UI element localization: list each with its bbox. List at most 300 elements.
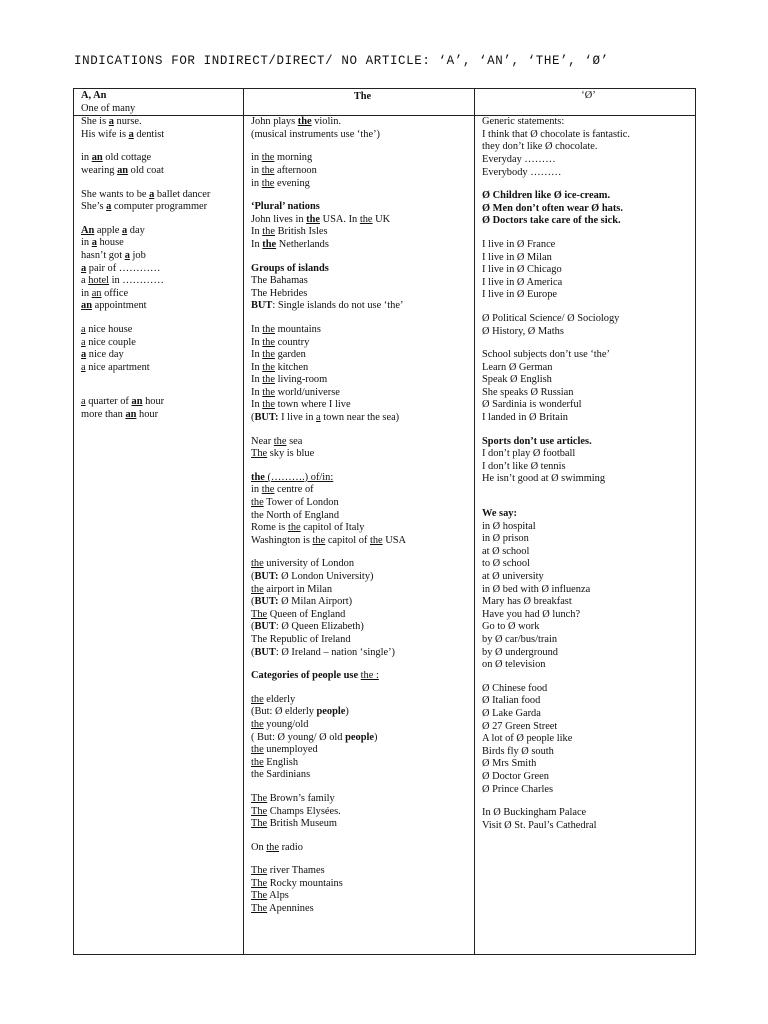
text-segment: an — [91, 152, 103, 164]
text-segment: Ø Lake Garda — [482, 707, 541, 719]
spacer — [482, 672, 695, 683]
example-line — [482, 436, 695, 449]
example-line — [251, 349, 474, 362]
text-segment: He isn’t good at Ø swimming — [482, 473, 606, 485]
text-segment: a — [316, 412, 321, 424]
text-segment: Speak Ø English — [482, 374, 552, 386]
example-line — [251, 647, 474, 660]
text-segment: John lives in — [251, 213, 307, 225]
text-segment: the : — [360, 670, 379, 682]
example-line — [482, 634, 695, 647]
example-line — [482, 820, 695, 833]
example-line — [251, 732, 474, 745]
text-segment: I don’t like Ø tennis — [482, 460, 566, 472]
header-the — [244, 89, 475, 116]
text-segment: In Ø Buckingham Palace — [482, 807, 587, 819]
text-segment: ( — [251, 646, 255, 658]
example-line — [251, 558, 474, 571]
text-segment: The — [251, 448, 268, 460]
column-the — [244, 116, 475, 955]
text-segment: the — [262, 323, 275, 335]
text-segment: more than — [81, 408, 126, 420]
text-segment: capitol of — [325, 534, 370, 546]
text-segment: garden — [274, 349, 306, 361]
text-segment: in — [81, 152, 92, 164]
example-line — [81, 300, 243, 313]
example-line — [251, 903, 474, 916]
example-line — [251, 609, 474, 622]
example-line — [482, 129, 695, 142]
example-line — [482, 448, 695, 461]
column-a-an — [74, 116, 244, 955]
spacer — [251, 425, 474, 436]
text-segment: house — [96, 237, 124, 249]
text-segment: Generic statements: — [482, 116, 565, 128]
example-line — [81, 288, 243, 301]
text-segment: (musical instruments use ‘the’) — [251, 128, 380, 140]
text-segment: His wife is — [81, 128, 129, 140]
column-subheader: One of many — [81, 102, 136, 114]
example-line — [482, 264, 695, 277]
example-line — [482, 412, 695, 425]
text-segment: Tower of London — [263, 497, 339, 509]
example-line — [81, 189, 243, 202]
text-segment: the — [262, 374, 275, 386]
text-segment: a — [124, 249, 130, 261]
text-segment: the — [261, 177, 275, 189]
text-segment: day — [127, 224, 145, 236]
text-segment: living-room — [274, 374, 328, 386]
example-line — [251, 300, 474, 313]
text-segment: a — [81, 349, 87, 361]
text-segment: Brown’s family — [267, 792, 335, 804]
example-line — [81, 349, 243, 362]
example-line — [81, 409, 243, 422]
text-segment: on Ø television — [482, 659, 546, 671]
text-segment: in Ø bed with Ø influenza — [482, 583, 591, 595]
text-segment: in Ø hospital — [482, 520, 536, 532]
text-segment: John plays — [251, 116, 298, 128]
text-segment: sky is blue — [267, 448, 315, 460]
example-line — [482, 190, 695, 203]
text-segment: a — [149, 188, 155, 200]
text-segment: Rocky mountains — [267, 877, 343, 889]
text-segment: the — [261, 152, 275, 164]
text-segment: at Ø school — [482, 545, 530, 557]
text-segment: I live in Ø Europe — [482, 289, 558, 301]
example-line — [251, 324, 474, 337]
text-segment: In — [251, 374, 263, 386]
example-line — [251, 596, 474, 609]
text-segment: university of London — [263, 558, 355, 570]
text-segment: Sports don’t use articles. — [482, 435, 592, 447]
text-segment: the — [251, 693, 264, 705]
text-segment: Alps — [267, 890, 289, 902]
text-segment: Queen of England — [267, 608, 346, 620]
text-segment: Ø Mrs Smith — [482, 758, 537, 770]
text-segment: a — [81, 336, 86, 348]
text-segment: nice apartment — [85, 361, 150, 373]
example-line — [251, 201, 474, 214]
example-line — [251, 584, 474, 597]
text-segment: job — [129, 249, 146, 261]
text-segment: Netherlands — [276, 238, 329, 250]
text-segment: An — [81, 224, 95, 236]
text-segment: a — [106, 201, 112, 213]
text-segment: Ø 27 Green Street — [482, 720, 558, 732]
text-segment: a — [108, 116, 114, 128]
example-line — [482, 387, 695, 400]
spacer — [482, 486, 695, 497]
text-segment: ( But: Ø young/ Ø old — [251, 731, 346, 743]
text-segment: an — [131, 396, 143, 408]
text-segment: The Republic of Ireland — [251, 633, 351, 645]
spacer — [81, 374, 243, 385]
text-segment: a — [81, 275, 89, 287]
text-segment: ( — [251, 571, 255, 582]
example-line — [251, 842, 474, 855]
text-segment: in — [251, 484, 262, 496]
example-line — [251, 522, 474, 535]
text-segment: In — [251, 399, 263, 411]
text-segment: : Ø Queen Elizabeth) — [275, 621, 364, 633]
text-segment: Ø Italian food — [482, 695, 541, 707]
example-line — [482, 708, 695, 721]
text-segment: by Ø car/bus/train — [482, 633, 558, 645]
text-segment: morning — [274, 152, 313, 164]
example-line — [251, 374, 474, 387]
example-line — [251, 412, 474, 425]
spacer — [251, 190, 474, 201]
text-segment: I live in Ø America — [482, 276, 563, 288]
example-line — [482, 746, 695, 759]
text-segment: old coat — [128, 164, 164, 176]
text-segment: She wants to be — [81, 188, 150, 200]
text-segment: The — [251, 903, 268, 915]
text-segment: world/universe — [274, 386, 340, 398]
example-line — [482, 571, 695, 584]
spacer — [482, 338, 695, 349]
text-segment: The — [251, 877, 268, 889]
example-line — [81, 263, 243, 276]
example-line — [482, 349, 695, 362]
example-line — [482, 167, 695, 180]
text-segment: afternoon — [274, 164, 317, 176]
text-segment: mountains — [274, 323, 321, 335]
column-header: A, An — [81, 90, 107, 101]
text-segment: I don’t play Ø football — [482, 448, 576, 460]
text-segment: ( — [251, 412, 255, 424]
example-line — [482, 313, 695, 326]
text-segment: The — [251, 792, 268, 804]
spacer — [482, 425, 695, 436]
text-segment: the — [306, 213, 320, 225]
example-line — [81, 225, 243, 238]
text-segment: Ø Prince Charles — [482, 783, 553, 795]
text-segment: I landed in Ø Britain — [482, 412, 568, 424]
text-segment: the — [251, 558, 264, 570]
spacer — [81, 313, 243, 324]
spacer — [482, 179, 695, 190]
text-segment: UK — [372, 213, 391, 225]
example-line — [251, 178, 474, 191]
text-segment: the — [251, 744, 264, 756]
text-segment: The — [251, 818, 268, 830]
text-segment: ‘Plural’ nations — [251, 201, 320, 213]
text-segment: School subjects don’t use ‘the’ — [482, 349, 610, 361]
text-segment: dentist — [133, 128, 165, 140]
example-line — [251, 535, 474, 548]
text-segment: an — [117, 164, 129, 176]
example-line — [482, 215, 695, 228]
text-segment: a — [81, 323, 86, 335]
text-segment: : Single islands do not use ‘the’ — [272, 300, 404, 312]
text-segment: Mary has Ø breakfast — [482, 596, 572, 608]
example-line — [251, 769, 474, 782]
example-line — [251, 744, 474, 757]
text-segment: airport in Milan — [263, 583, 333, 595]
example-line — [251, 116, 474, 129]
example-line — [81, 324, 243, 337]
text-segment: radio — [279, 841, 303, 853]
spacer — [482, 302, 695, 313]
example-line — [482, 721, 695, 734]
text-segment: Ø Men don’t often wear Ø hats. — [482, 202, 623, 214]
example-line — [482, 683, 695, 696]
text-segment: at Ø university — [482, 571, 544, 582]
text-segment: USA — [382, 534, 407, 546]
text-segment: town where I live — [274, 399, 351, 411]
example-line — [251, 806, 474, 819]
example-line — [482, 154, 695, 167]
text-segment: in — [251, 177, 262, 189]
header-a-an — [74, 89, 244, 116]
body-row — [74, 116, 696, 955]
example-line — [251, 818, 474, 831]
text-segment: the — [369, 534, 383, 546]
example-line — [251, 129, 474, 142]
text-segment: a — [81, 361, 86, 373]
spacer — [251, 854, 474, 865]
text-segment: Ø London University) — [278, 571, 374, 582]
text-segment: She is — [81, 116, 109, 128]
text-segment: In — [251, 238, 263, 250]
example-line — [482, 203, 695, 216]
text-segment: nurse. — [113, 116, 142, 128]
text-segment: the — [251, 756, 264, 768]
text-segment: town near the sea) — [320, 412, 400, 424]
spacer — [81, 141, 243, 152]
example-line — [81, 275, 243, 288]
text-segment: BUT — [254, 646, 276, 658]
text-segment: nice couple — [85, 336, 136, 348]
text-segment: the — [262, 399, 275, 411]
example-line — [482, 807, 695, 820]
example-line — [251, 275, 474, 288]
text-segment: In — [251, 336, 263, 348]
text-segment: nice house — [85, 323, 133, 335]
text-segment: Ø Doctors take care of the sick. — [482, 215, 621, 227]
example-line — [482, 733, 695, 746]
example-line — [251, 793, 474, 806]
text-segment: Near — [251, 435, 274, 447]
text-segment: She’s — [81, 201, 107, 213]
example-line — [482, 609, 695, 622]
text-segment: I think that Ø chocolate is fantastic. — [482, 128, 631, 140]
spacer — [81, 178, 243, 189]
text-segment: wearing — [81, 164, 118, 176]
text-segment: Ø History, Ø Maths — [482, 325, 564, 337]
example-line — [251, 890, 474, 903]
example-line — [482, 596, 695, 609]
text-segment: I live in — [278, 412, 317, 424]
example-line — [482, 461, 695, 474]
spacer — [482, 796, 695, 807]
column-header: The — [353, 91, 372, 102]
text-segment: The Bahamas — [251, 275, 308, 287]
text-segment: a — [91, 237, 97, 249]
text-segment: pair of ………… — [86, 262, 161, 274]
example-line — [482, 546, 695, 559]
example-line — [81, 116, 243, 129]
text-segment: the — [261, 164, 275, 176]
example-line — [251, 165, 474, 178]
text-segment: elderly — [263, 693, 296, 705]
text-segment: to Ø school — [482, 558, 530, 570]
text-segment: quarter of — [85, 396, 132, 408]
spacer — [81, 214, 243, 225]
text-segment: a — [81, 396, 86, 408]
example-line — [251, 484, 474, 497]
text-segment: the — [312, 534, 326, 546]
example-line — [482, 584, 695, 597]
text-segment: The Hebrides — [251, 287, 308, 299]
example-line — [482, 362, 695, 375]
text-segment: Apennines — [267, 903, 314, 915]
text-segment: We say: — [482, 508, 517, 520]
example-line — [251, 865, 474, 878]
spacer — [251, 461, 474, 472]
column-zero-article — [475, 116, 696, 955]
text-segment: the Sardinians — [251, 769, 311, 781]
text-segment: unemployed — [263, 744, 318, 756]
spacer — [251, 547, 474, 558]
example-line — [251, 634, 474, 647]
text-segment: Ø Chinese food — [482, 682, 548, 694]
text-segment: Ø Children like Ø ice-cream. — [482, 190, 611, 202]
text-segment: they don’t like Ø chocolate. — [482, 141, 598, 153]
text-segment: British Isles — [274, 226, 328, 238]
text-segment: BUT: — [254, 412, 279, 424]
example-line — [482, 533, 695, 546]
text-segment: computer programmer — [111, 201, 208, 213]
text-segment: BUT: — [254, 571, 279, 582]
text-segment: In — [251, 386, 263, 398]
text-segment: Ø Milan Airport) — [278, 596, 353, 608]
example-line — [251, 263, 474, 276]
example-line — [482, 508, 695, 521]
example-line — [81, 165, 243, 178]
text-segment: river Thames — [267, 865, 325, 877]
text-segment: hour — [142, 396, 165, 408]
text-segment: : Ø Ireland – nation ‘single’) — [275, 646, 396, 658]
spacer — [251, 782, 474, 793]
example-line — [251, 337, 474, 350]
example-line — [482, 239, 695, 252]
text-segment: in — [251, 164, 262, 176]
example-line — [251, 510, 474, 523]
text-segment: apple — [94, 224, 122, 236]
example-line — [251, 214, 474, 227]
text-segment: the — [262, 226, 275, 238]
text-segment: Categories of people use — [251, 670, 361, 682]
text-segment: nice day — [86, 349, 124, 361]
text-segment: violin. — [311, 116, 342, 128]
example-line — [81, 152, 243, 165]
text-segment: The — [251, 890, 268, 902]
text-segment: the — [262, 361, 275, 373]
text-segment: Everyday ……… — [482, 153, 556, 165]
example-line — [81, 129, 243, 142]
text-segment: young/old — [263, 718, 309, 730]
spacer — [81, 385, 243, 396]
spacer — [482, 497, 695, 508]
text-segment: Everybody ……… — [482, 166, 562, 178]
example-line — [251, 706, 474, 719]
text-segment: Rome is — [251, 522, 288, 534]
text-segment: people — [345, 731, 374, 743]
text-segment: by Ø underground — [482, 646, 558, 658]
text-segment: an — [91, 287, 102, 299]
text-segment: Groups of islands — [251, 262, 329, 274]
text-segment: the — [359, 213, 373, 225]
text-segment: In — [251, 323, 263, 335]
example-line — [251, 436, 474, 449]
text-segment: BUT: — [254, 596, 279, 608]
text-segment: (But: Ø elderly — [251, 706, 317, 718]
text-segment: British Museum — [267, 818, 338, 830]
text-segment: The — [251, 865, 268, 877]
text-segment: Ø Sardinia is wonderful — [482, 399, 582, 411]
text-segment: Have you had Ø lunch? — [482, 608, 581, 620]
example-line — [251, 571, 474, 584]
example-line — [251, 472, 474, 485]
example-line — [482, 141, 695, 154]
example-line — [81, 201, 243, 214]
text-segment: the — [251, 583, 264, 595]
header-zero-article — [475, 89, 696, 116]
text-segment: in ………… — [109, 275, 164, 287]
text-segment: BUT — [254, 621, 276, 633]
example-line — [251, 239, 474, 252]
text-segment: the — [273, 435, 287, 447]
text-segment: In — [251, 349, 263, 361]
example-line — [81, 337, 243, 350]
text-segment: hasn’t got — [81, 249, 125, 261]
example-line — [81, 250, 243, 263]
text-segment: the — [262, 238, 277, 250]
example-line — [251, 878, 474, 891]
header-row — [74, 89, 696, 116]
text-segment: Go to Ø work — [482, 621, 540, 633]
example-line — [482, 326, 695, 339]
text-segment: I live in Ø Milan — [482, 251, 552, 263]
text-segment: USA. In — [320, 213, 360, 225]
text-segment: the — [297, 116, 312, 128]
spacer — [251, 313, 474, 324]
text-segment: capitol of Italy — [300, 522, 365, 534]
text-segment: in Ø prison — [482, 533, 529, 545]
